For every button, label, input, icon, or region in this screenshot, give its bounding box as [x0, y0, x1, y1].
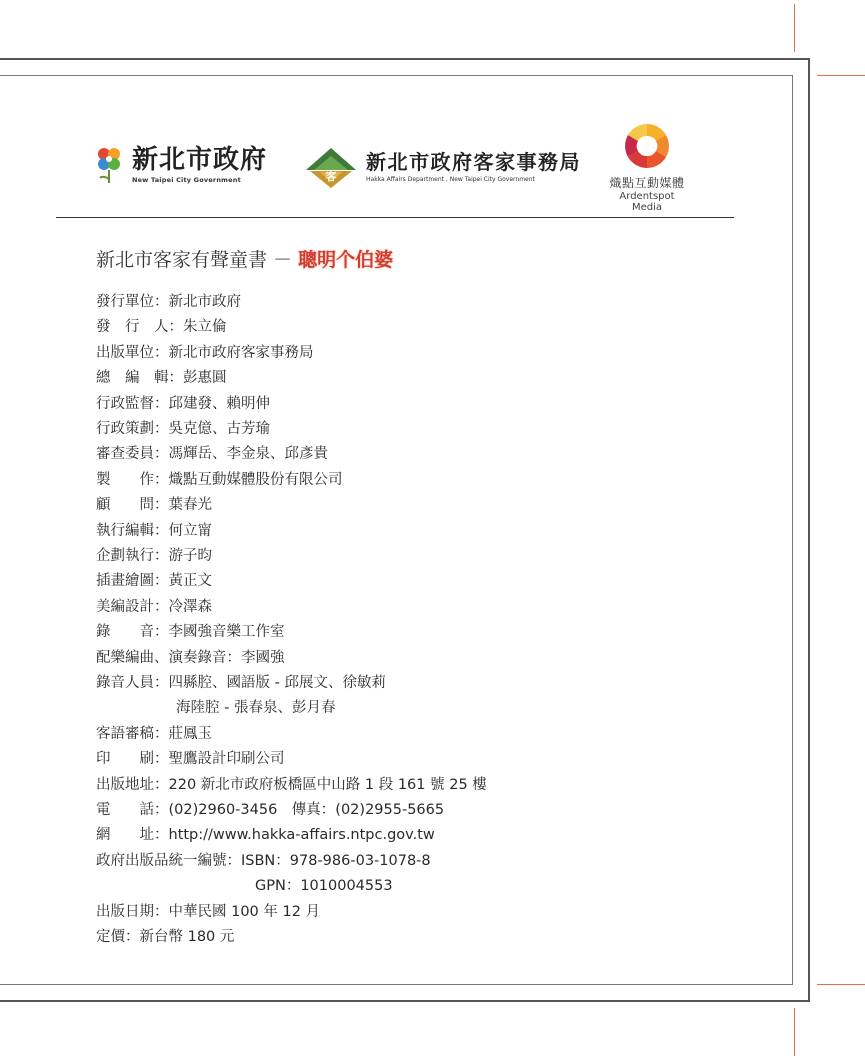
- credit-line: 出版單位：新北市政府客家事務局: [96, 344, 314, 361]
- credit-line: 行政策劃：吳克億、古芳瑜: [96, 421, 270, 437]
- credit-line: 網 址：http://www.hakka-affairs.ntpc.gov.tw: [96, 827, 435, 844]
- crop-mark: [794, 1008, 795, 1056]
- credit-line: 顧 問：葉春光: [96, 497, 212, 514]
- book-title: [96, 245, 393, 272]
- hakka-logo-chinese: 新北市政府客家事務局: [366, 150, 581, 174]
- credit-line: 錄音人員：四縣腔、國語版 - 邱展文、徐敏莉: [96, 675, 386, 691]
- credit-line: 製 作：熾點互動媒體股份有限公司: [96, 471, 343, 488]
- credit-line: 客語審稿：莊鳳玉: [96, 725, 212, 742]
- credit-line: 電 話：(02)2960-3456 傳真：(02)2955-5665: [96, 802, 445, 818]
- credit-line: 企劃執行：游子昀: [96, 548, 212, 564]
- crop-mark: [794, 4, 795, 52]
- hakka-affairs-logo: [302, 144, 581, 190]
- credit-line: 審查委員：馮輝岳、李金泉、邱彥貴: [96, 446, 328, 463]
- ntpc-emblem-icon: [92, 143, 126, 187]
- credit-line: 發行單位：新北市政府: [96, 294, 241, 310]
- ardentspot-logo-chinese: 熾點互動媒體: [609, 176, 685, 190]
- ntpc-logo-english: New Taipei City Government: [132, 176, 241, 184]
- credit-line: 定價：新台幣 180 元: [96, 929, 235, 945]
- credit-line: 總 編 輯：彭惠圓: [96, 370, 227, 387]
- credit-line: 海陸腔 - 張春泉、彭月春: [176, 700, 336, 717]
- ntpc-logo-chinese: 新北市政府: [132, 145, 268, 175]
- header-divider: [56, 217, 734, 218]
- credit-line: 美編設計：冷澤森: [96, 598, 212, 615]
- ardentspot-logo: [604, 120, 690, 213]
- crop-mark: [817, 75, 865, 76]
- credit-line: 行政監督：邱建發、賴明伸: [96, 395, 270, 412]
- credit-line: 印 刷：聖鷹設計印刷公司: [96, 751, 285, 768]
- credit-line: 出版地址：220 新北市政府板橋區中山路 1 段 161 號 25 樓: [96, 776, 487, 793]
- credit-line: 配樂編曲、演奏錄音：李國強: [96, 649, 285, 666]
- crop-mark: [817, 984, 865, 985]
- credit-line: 執行編輯：何立甯: [96, 522, 212, 539]
- hakka-logo-english: Hakka Affairs Department , New Taipei City Government: [366, 176, 535, 183]
- ntpc-logo: [92, 143, 267, 187]
- ardentspot-emblem-icon: [621, 120, 673, 172]
- credit-line: GPN：1010004553: [255, 878, 393, 895]
- hakka-emblem-char: 客: [325, 170, 337, 183]
- credit-line: 發 行 人：朱立倫: [96, 319, 227, 336]
- ardentspot-logo-english: Ardentspot Media: [619, 191, 675, 213]
- credit-line: 插畫繪圖：黃正文: [96, 573, 212, 590]
- book-title-highlight: 聰明个伯婆: [298, 249, 394, 271]
- credit-line: 政府出版品統一編號：ISBN：978-986-03-1078-8: [96, 852, 431, 869]
- credit-line: 出版日期：中華民國 100 年 12 月: [96, 903, 321, 920]
- book-title-prefix: 新北市客家有聲童書 －: [96, 249, 293, 271]
- hakka-emblem-icon: [302, 144, 360, 190]
- credit-line: 錄 音：李國強音樂工作室: [96, 624, 285, 641]
